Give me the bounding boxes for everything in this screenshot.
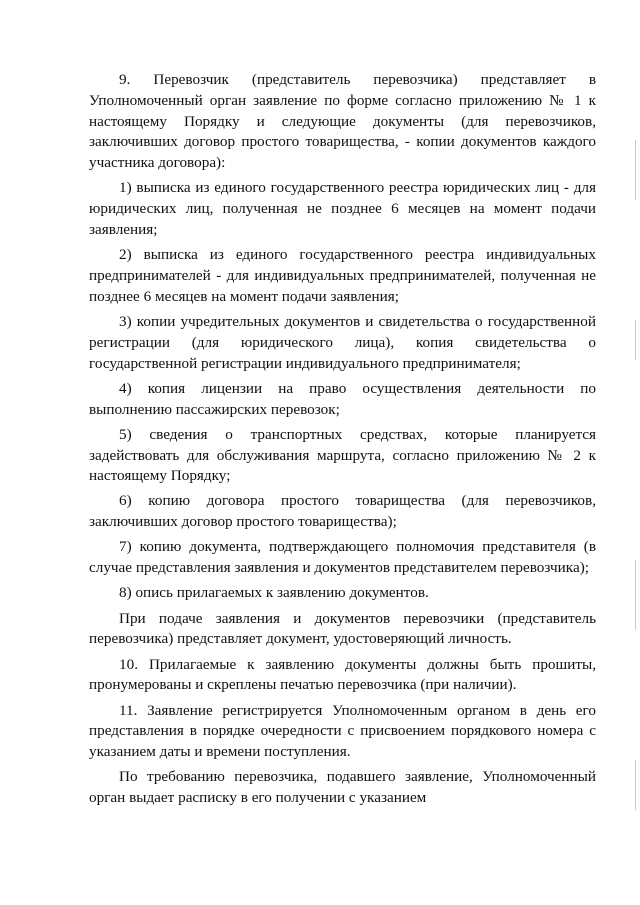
scan-edge-mark xyxy=(635,140,636,200)
list-item-4: 4) копия лицензии на право осуществления деятельности по выполнению пассажирских перевозок; xyxy=(89,379,596,418)
list-item-3: 3) копии учредительных документов и свидетельства о государственной регистрации (для юридического лица), копия свидетельства о государственной регистрации индивидуального предпринимателя; xyxy=(89,312,596,372)
paragraph-identity: При подаче заявления и документов перевозчики (представитель перевозчика) представляет документ, удостоверяющий личность. xyxy=(89,609,596,648)
list-item-1: 1) выписка из единого государственного реестра юридических лиц - для юридических лиц, полученная не позднее 6 месяцев на момент подачи заявления; xyxy=(89,179,596,238)
list-item-2: 2) выписка из единого государственного реестра индивидуальных предпринимателей - для индивидуальных предпринимателей, полученная не позднее 6 месяцев на момент подачи заявления; xyxy=(89,246,596,305)
list-item-5: 5) сведения о транспортных средствах, которые планируется задействовать для обслуживания маршрута, согласно приложению № 2 к настоящему Порядку; xyxy=(89,425,596,485)
list-item-6: 6) копию договора простого товарищества (для перевозчиков, заключивших договор простого товарищества); xyxy=(89,492,596,531)
list-item-7: 7) копию документа, подтверждающего полномочия представителя (в случае представления заявления и документов представителем перевозчика); xyxy=(89,538,596,577)
document-body xyxy=(89,70,596,813)
paragraph-receipt: По требованию перевозчика, подавшего заявление, Уполномоченный орган выдает расписку в его получении с указанием xyxy=(89,768,596,807)
scan-edge-mark xyxy=(635,320,636,360)
list-item-8: 8) опись прилагаемых к заявлению документов. xyxy=(119,584,429,602)
paragraph-9: 9. Перевозчик (представитель перевозчика) представляет в Уполномоченный орган заявление по форме согласно приложению № 1 к настоящему Порядку и следующие документы (для перевозчиков, заключивших договор простого товарищества, - копии документов каждого участника договора): xyxy=(89,71,596,172)
scan-edge-mark xyxy=(635,560,636,630)
paragraph-11: 11. Заявление регистрируется Уполномоченным органом в день его представления в порядке очередности с присвоением порядкового номера с указанием даты и времени поступления. xyxy=(89,701,596,761)
paragraph-10: 10. Прилагаемые к заявлению документы должны быть прошиты, пронумерованы и скреплены печатью перевозчика (при наличии). xyxy=(89,655,596,694)
scan-edge-mark xyxy=(635,760,636,810)
